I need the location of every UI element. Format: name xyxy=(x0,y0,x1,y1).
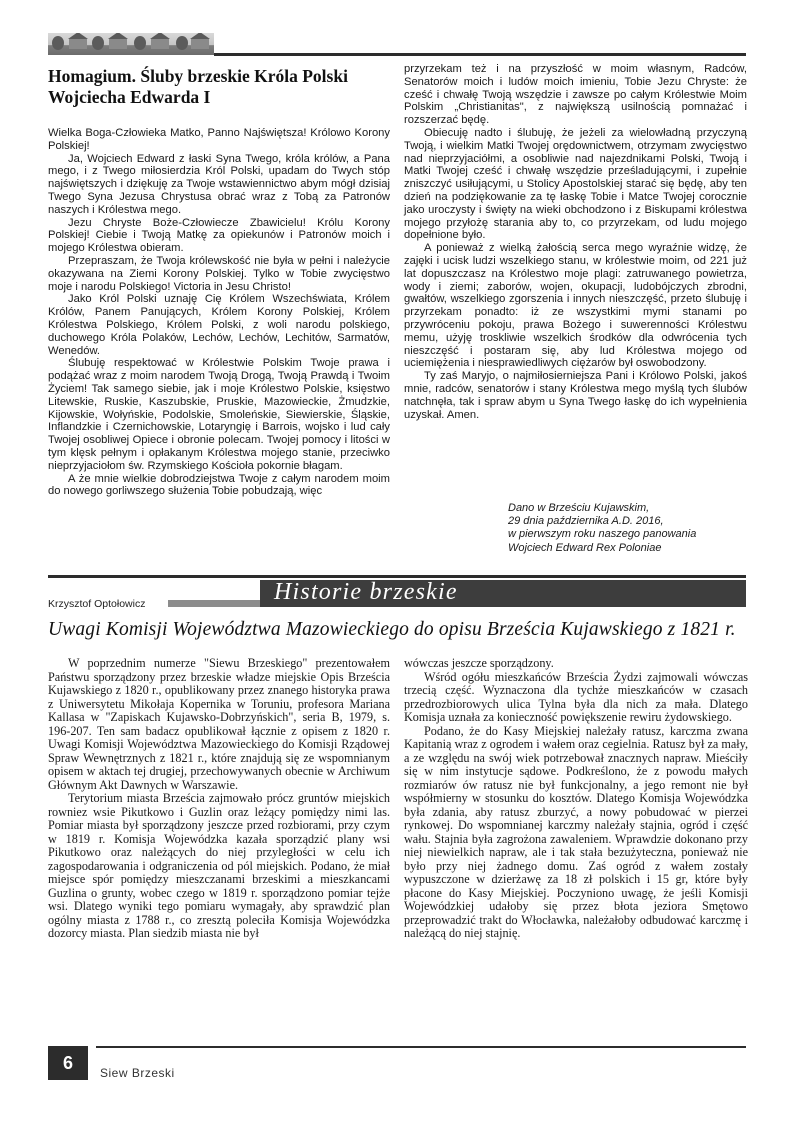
section-title: Historie brzeskie xyxy=(274,579,458,605)
author-name: Krzysztof Optołowicz xyxy=(48,598,146,610)
article-column-right xyxy=(404,657,748,941)
signature-line: 29 dnia października A.D. 2016, xyxy=(508,515,664,528)
article-title: Uwagi Komisji Województwa Mazowieckiego do opisu Brześcia Kujawskiego z 1821 r. xyxy=(48,619,736,640)
paragraph: wówczas jeszcze sporządzony. xyxy=(404,656,554,670)
section-band xyxy=(260,580,746,607)
paragraph: przyrzekam też i na przyszłość w moim własnym, Radców, Senatorów moich i ludów moich imieniu, Tobie Jezu Chryste: że cześć i chwałę Twoją wszędzie i zawsze po całym Królestwie Moim Polskim „Christianitas", z największą usilnością pomnażać i rozszerzać będę. xyxy=(404,63,747,127)
footer-rule xyxy=(96,1046,746,1048)
homage-title-line2: Wojciecha Edwarda I xyxy=(48,87,211,107)
section-band-accent xyxy=(168,600,260,607)
article-column-left xyxy=(48,657,390,941)
paragraph: Przepraszam, że Twoja królewskość nie była w pełni i należycie okazywana na Ziemi Korony Polskiej. Tylko w Tobie zwycięstwo moje i narodu Polskiego! Victoria in Jesu Christo! xyxy=(48,254,390,293)
homage-column-left xyxy=(48,127,390,498)
paragraph: W poprzednim numerze "Siewu Brzeskiego" prezentowałem Państwu sporządzony przez brzeskie władze miejskie Opis Brześcia Kujawskiego z 1820 r., opublikowany przez znanego historyka prawa z Uniwersytetu Mikołaja Kopernika w Toruniu, profesora Mariana Kallasa w "Zapiskach Kujawsko-Dobrzyńskich", seria B, 1979, s. 196-207. Ten sam badacz opublikował łącznie z opisem z 1820 r. Uwagi Komisji Województwa Mazowieckiego do Komisji Rządowej Spraw Wewnętrznych z 1821 r., które znajdują się ze wspomnianym opisem w aktach tej drugiej, przechowywanych obecnie w Archiwum Głównym Akt Dawnych w Warszawie. xyxy=(48,656,390,792)
paragraph: Wśród ogółu mieszkańców Brześcia Żydzi zajmowali wówczas trzecią część. Wyznaczona dla tychże mieszkańców w czasach przedrozbiorowych ulica Tylna była dla nich za mała. Dlatego Komisja uznała za konieczność powiększenie rewiru żydowskiego. xyxy=(404,669,748,724)
signature-line: Wojciech Edward Rex Poloniae xyxy=(508,541,662,554)
paragraph: A że mnie wielkie dobrodziejstwa Twoje z całym narodem moim do nowego gorliwszego służenia Tobie pobudzają, więc xyxy=(48,472,390,498)
publication-name: Siew Brzeski xyxy=(100,1066,175,1080)
paragraph: Jako Król Polski uznaję Cię Królem Wszechświata, Królem Królów, Panem Panujących, Królem Korony Polskiej, Królem Królestwa Polskiego, Królem Polski, z woli narodu polskiego, duchowego Króla Polaków, Lechów, Lechów, Lechitów, Sarmatów, Wenedów. xyxy=(48,293,390,357)
homage-signature xyxy=(508,502,748,555)
paragraph: Ty zaś Maryjo, o najmiłosierniejsza Pani i Królowo Polski, jakoś mnie, radców, senatorów i stany Królestwa mego myślą tych ślubów natchnęła, tak i spraw abym u Syna Twego łaskę do ich wypełnienia uzyskał. Amen. xyxy=(404,370,747,421)
signature-line: Dano w Brześciu Kujawskim, xyxy=(508,502,650,514)
paragraph: Ja, Wojciech Edward z łaski Syna Twego, króla królów, a Pana mego, i z Twego miłosierdzia Król Polski, upadam do Twych stóp najświętszych i dziękuję za Twoje wstawiennictwo abym mógł dzisiaj Twego Syna Jezusa Chrystusa obrać wraz z Tobą za Patronów naszych i Królestwa mego. xyxy=(48,152,390,216)
paragraph: A ponieważ z wielką żałością serca mego wyraźnie widzę, że zajęki i ucisk ludzi wszelkiego stanu, w królestwie moim, od 221 już lat dopuszczasz na Królestwo moje plagi: zatruwanego powietrza, wody i ziemi; zaborów, wojen, okupacji, ludobójczych zbrodni, gwałtów, wszelkiego zgorszenia i innych nieszczęść, przeto ślubuję i przyrzekam ponadto: iż ze wszystkimi mymi stanami po przywróceniu pokoju, prawa Bożego i suwerenności Królestwu memu, użyję troskliwie wszelkich środków dla odwrócenia tych nieszczęść i postaram się, aby lud Królestwa mojego od uciemiężenia i niesprawiedliwych ciężarów był oswobodzony. xyxy=(404,242,747,370)
header-rule xyxy=(214,53,746,56)
paragraph: Ślubuję respektować w Królestwie Polskim Twoje prawa i podążać wraz z moim narodem Twoją Drogą, Twoją Prawdą i Twoim Życiem! Tak samego siebie, jak i moje Królestwo Polskie, księstwo Litewskie, Ruskie, Kaszubskie, Pruskie, Mazowieckie, Żmudzkie, Kijowskie, Wołyńskie, Podolskie, Smoleńskie, Siewierskie, Śląskie, Inflandzkie i Czernichowskie, Lotaryngię i Barrois, wojsko i lud cały Twojej osobliwej Opiece i obronie polecam. Twojej pomocy i litości w tym klęsk pełnym i opłakanym Królestwa mojego stanie, przeciwko nieprzyjaciołom św. Rzymskiego Kościoła pokornie błagam. xyxy=(48,357,390,472)
village-photo-strip xyxy=(48,33,214,55)
paragraph: Jezu Chryste Boże-Człowiecze Zbawicielu! Królu Korony Polskiej! Ciebie i Twoją Matkę za opiekunów i Patronów moich i mojego Królestwa obieram. xyxy=(48,216,390,255)
homage-title-line1: Homagium. Śluby brzeskie Króla Polski xyxy=(48,66,348,86)
paragraph: Obiecuję nadto i ślubuję, że jeżeli za wielowładną przyczyną Twoją, i wielkim Matki Twojej orędownictwem, otrzymam zwycięstwo nad nieprzyjaciółmi, a osobliwie nad najezdnikami Polski, Twoją i Matki Twojej cześć i chwałę wszędzie prześladującymi, i zupełnie zniszczyć usiłującymi, u Stolicy Apostolskiej starać się będę, aby ten dzień na podziękowanie za tę łaskę Tobie i Matce Twojej corocznie jako uroczysty i święty na wieki obchodzono i z Biskupami królestwa mojego przyłożę starania aby to, co przyrzekam, od ludu mojego dopełnione było. xyxy=(404,126,747,242)
signature-line: w pierwszym roku naszego panowania xyxy=(508,528,697,541)
homage-title xyxy=(48,66,394,108)
paragraph: Podano, że do Kasy Miejskiej należały ratusz, karczma zwana Kapitanią wraz z ogrodem i wałem oraz cegielnia. Ratusz był za mały, a ze względu na swój wiek potrzebował znacznych napraw. Mieściły się w nim instytucje sądowe. Podkreślono, że z powodu małych rozmiarów ów ratusz nie był funkcjonalny, a jego remont nie był współmierny w stosunku do kosztów. Dlatego Komisja Wojewódzka była zdania, aby ratusz zburzyć, a nowy pobudować w pierzei rynkowej. Do wspomnianej karczmy należały stajnia, ogród i część wału. Stajnia była zagrożona zawaleniem. Wprawdzie dokonano przy niej niewielkich napraw, ale i tak stała bezużyteczna, ponieważ nie było przy niej żadnego domu. Zaś ogród z wałem zostały wypuszczone w dzierżawę za 18 zł polskich i 15 gr, które były płacone do Kasy Miejskiej. Poczyniono uwagę, że jeśli Komisji Wojewódzkiej udałoby się przez błota jeziora Smętowo przeprowadzić trakt do Włocławka, należałoby odbudować karczmę i należącą do niej stajnię. xyxy=(404,723,748,940)
section-rule xyxy=(48,575,746,578)
paragraph: Terytorium miasta Brześcia zajmowało prócz gruntów miejskich rowniez wsie Pikutkowo i Guzlin oraz leżący pomiędzy nimi las. Pomiar miasta był sporządzony jeszcze przed rozbiorami, przy czym w 1819 r. Komisja Wojewódzka kazała sporządzić plany wsi Pikutkowo oraz należących do niej przyległości w celu ich zagospodarowania i odgraniczenia od pól miejskich. Podano, że miał miejsce spór pomiędzy mieszczanami brzeskimi a mieszkancami Guzlina o grunty, wobec czego w 1819 r. sporządzono pomiar tejże wsi. Dlatego wyniki tego pomiaru wymagały, aby sprawdzić plan ogólny miasta z 1788 r., co zresztą poleciła Komisja Wojewódzka dozorcy miasta. Plan siedzib miasta nie był xyxy=(48,791,390,940)
homage-column-right xyxy=(404,63,747,421)
paragraph: Wielka Boga-Człowieka Matko, Panno Najświętsza! Królowo Korony Polskiej! xyxy=(48,127,390,152)
page-number: 6 xyxy=(48,1046,88,1080)
